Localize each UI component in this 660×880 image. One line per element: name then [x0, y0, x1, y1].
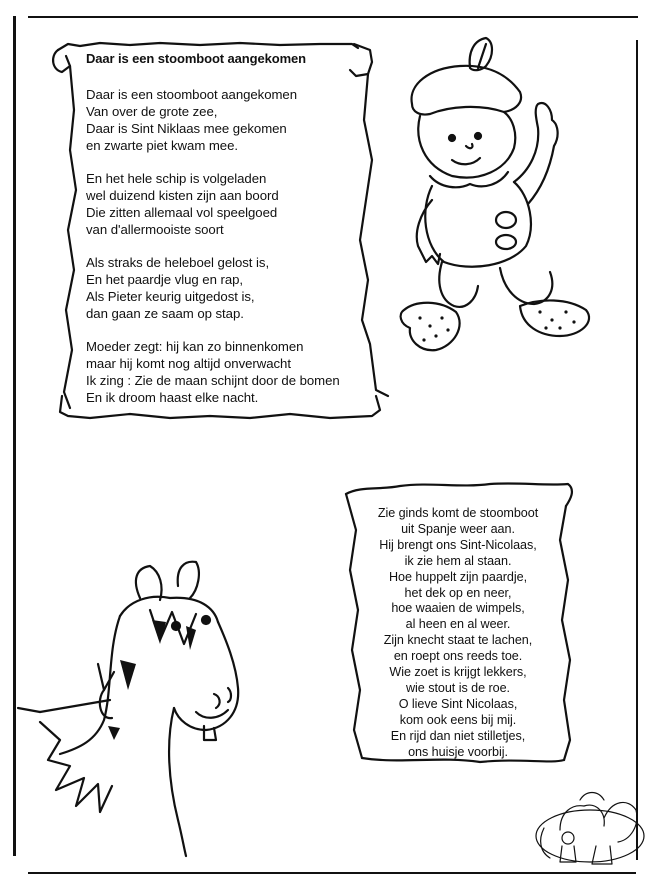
poem-line: al heen en al weer.: [405, 617, 511, 632]
poem-line: van d'allermooiste soort: [86, 222, 224, 237]
poem-stanza-4: [86, 338, 406, 406]
zwarte-piet-drawing: [401, 38, 589, 350]
poem-line: wie stout is de roe.: [406, 680, 510, 695]
poem-line: En het paardje vlug en rap,: [86, 272, 244, 287]
poem-line: En het hele schip is volgeladen: [86, 171, 267, 186]
poem-line: Ik zing : Zie de maan schijnt door de bomen: [86, 373, 340, 388]
poem-line: uit Spanje weer aan.: [401, 521, 515, 536]
poem-line: En rijd dan niet stilletjes,: [390, 728, 526, 743]
poem-line: hoe waaien de wimpels,: [391, 601, 525, 616]
poem-line: en roept ons reeds toe.: [393, 649, 523, 664]
poem-line: Als Pieter keurig uitgedost is,: [86, 289, 255, 304]
poem-line: En ik droom haast elke nacht.: [86, 390, 259, 405]
poem-line: Moeder zegt: hij kan zo binnenkomen: [86, 339, 304, 354]
poem-line: Zie ginds komt de stoomboot: [377, 506, 539, 520]
poem-line: het dek op en neer,: [404, 585, 512, 600]
poem-line: Wie zoet is krijgt lekkers,: [389, 665, 527, 680]
poem-zie-ginds: [358, 506, 558, 761]
horse-drawing: [18, 562, 238, 856]
poem-line: en zwarte piet kwam mee.: [86, 138, 238, 153]
poem-line: Daar is een stoomboot aangekomen: [86, 87, 297, 102]
poem-line: maar hij komt nog altijd onverwacht: [86, 356, 291, 371]
poem-line: Als straks de heleboel gelost is,: [86, 255, 270, 270]
poem-line: wel duizend kisten zijn aan boord: [86, 188, 279, 203]
poem-line: Van over de grote zee,: [86, 104, 218, 119]
poem-line: Daar is Sint Niklaas mee gekomen: [86, 121, 287, 136]
poem-line: ik zie hem al staan.: [404, 553, 512, 568]
poem-stanza-1: [86, 86, 406, 154]
poem-line: dan gaan ze saam op stap.: [86, 306, 244, 321]
poem-stanza-2: [86, 170, 406, 238]
poem-stoomboot: [86, 86, 406, 422]
poem-stanza-3: [86, 254, 406, 322]
poem-line: Die zitten allemaal vol speelgoed: [86, 205, 278, 220]
poem-line: O lieve Sint Nicolaas,: [398, 696, 518, 711]
poem-line: Zijn knecht staat te lachen,: [383, 633, 533, 648]
poem-line: Hoe huppelt zijn paardje,: [388, 569, 528, 584]
poem-line: Hij brengt ons Sint-Nicolaas,: [379, 537, 537, 552]
corner-logo-drawing: [536, 793, 644, 865]
poem-line: kom ook eens bij mij.: [399, 712, 517, 727]
poem-line: ons huisje voorbij.: [408, 744, 508, 759]
poem-title: Daar is een stoomboot aangekomen: [86, 51, 307, 66]
